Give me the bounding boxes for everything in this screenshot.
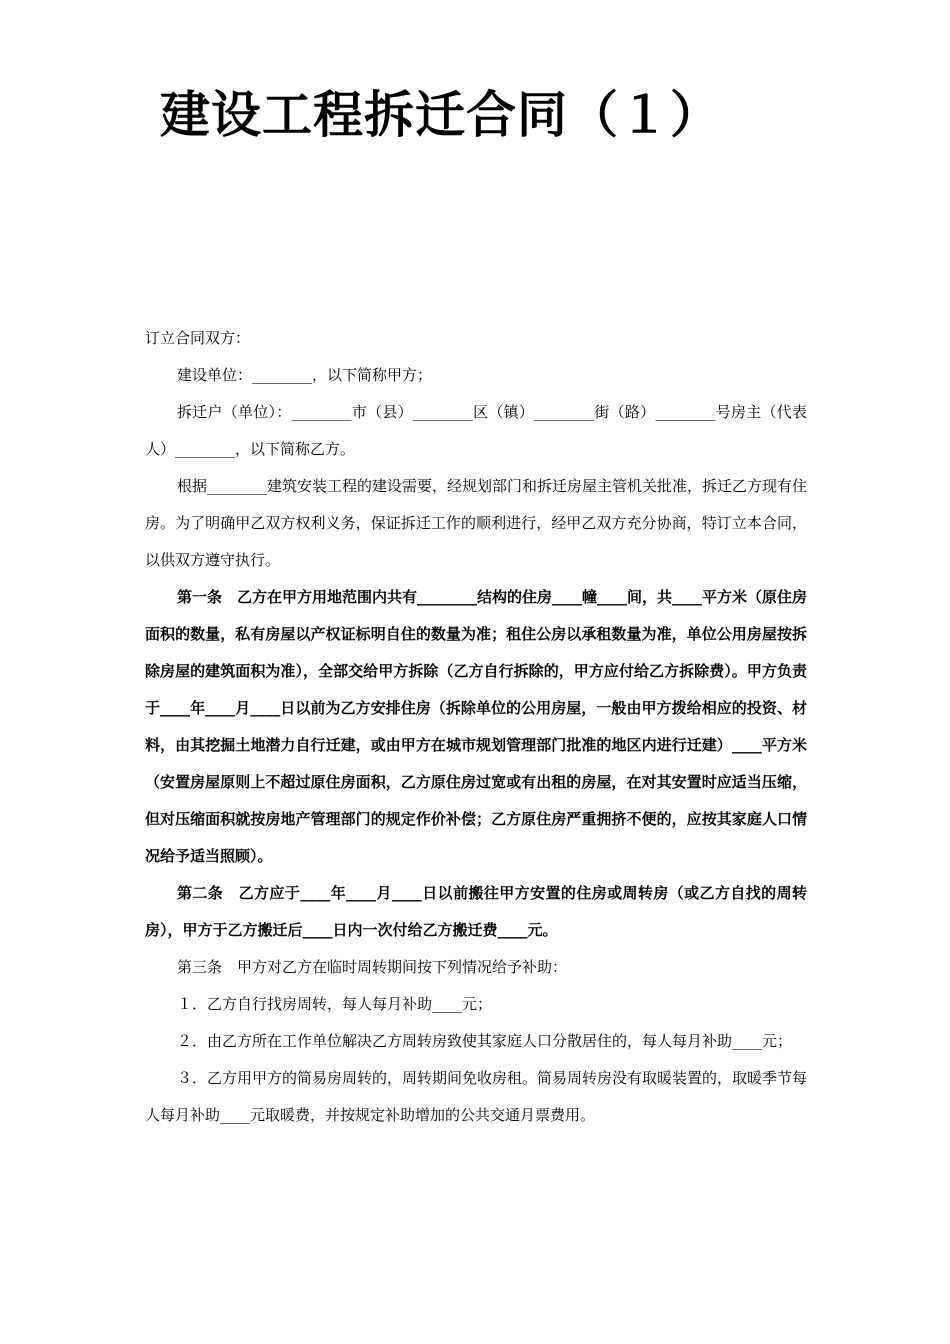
article-3: 第三条 甲方对乙方在临时周转期间按下列情况给予补助： [177, 958, 568, 976]
party-b-line: 拆迁户（单位）：________市（县）________区（镇）________街（路）________号房主（代表人）________，以下简称乙方。 [145, 403, 807, 458]
article-3-item-3: ３．乙方用甲方的简易房周转的，周转期间免收房租。简易周转房没有取暖装置的，取暖季节每人每月补助____元取暖费，并按规定补助增加的公共交通月票费用。 [145, 1069, 808, 1124]
article-2: 第二条 乙方应于____年____月____日以前搬往甲方安置的住房或周转房（或乙方自找的周转房），甲方于乙方搬迁后____日内一次付给乙方搬迁费____元。 [145, 884, 807, 939]
document-title: 建设工程拆迁合同（１） [160, 85, 721, 144]
article-3-item-2: ２．由乙方所在工作单位解决乙方周转房致使其家庭人口分散居住的，每人每月补助____元； [177, 1032, 793, 1050]
article-3-item-1: １．乙方自行找房周转，每人每月补助____元； [177, 995, 493, 1013]
parties-heading: 订立合同双方： [145, 329, 251, 347]
contract-body [145, 320, 807, 1134]
article-1: 第一条 乙方在甲方用地范围内共有________结构的住房____幢____间，共____平方米（原住房面积的数量，私有房屋以产权证标明自住的数量为准；租住公房以承租数量为准，单位公用房屋按拆除房屋的建筑面积为准），全部交给甲方拆除（乙方自行拆除的，甲方应付给乙方拆除费）。甲方负责于____年____月____日以前为乙方安排住房（拆除单位的公用房屋，一般由甲方拨给相应的投资、材料，由其挖掘土地潜力自行迁建，或由甲方在城市规划管理部门批准的地区内进行迁建）____平方米（安置房屋原则上不超过原住房面积，乙方原住房过宽或有出租的房屋，在对其安置时应适当压缩，但对压缩面积就按房地产管理部门的规定作价补偿；乙方原住房严重拥挤不便的，应按其家庭人口情况给予适当照顾）。 [145, 588, 808, 865]
preamble-paragraph: 根据________建筑安装工程的建设需要，经规划部门和拆迁房屋主管机关批准，拆迁乙方现有住房。为了明确甲乙双方权利义务，保证拆迁工作的顺利进行，经甲乙双方充分协商，特订立本合同，以供双方遵守执行。 [145, 477, 808, 569]
party-a-line: 建设单位：________，以下简称甲方； [177, 366, 433, 384]
